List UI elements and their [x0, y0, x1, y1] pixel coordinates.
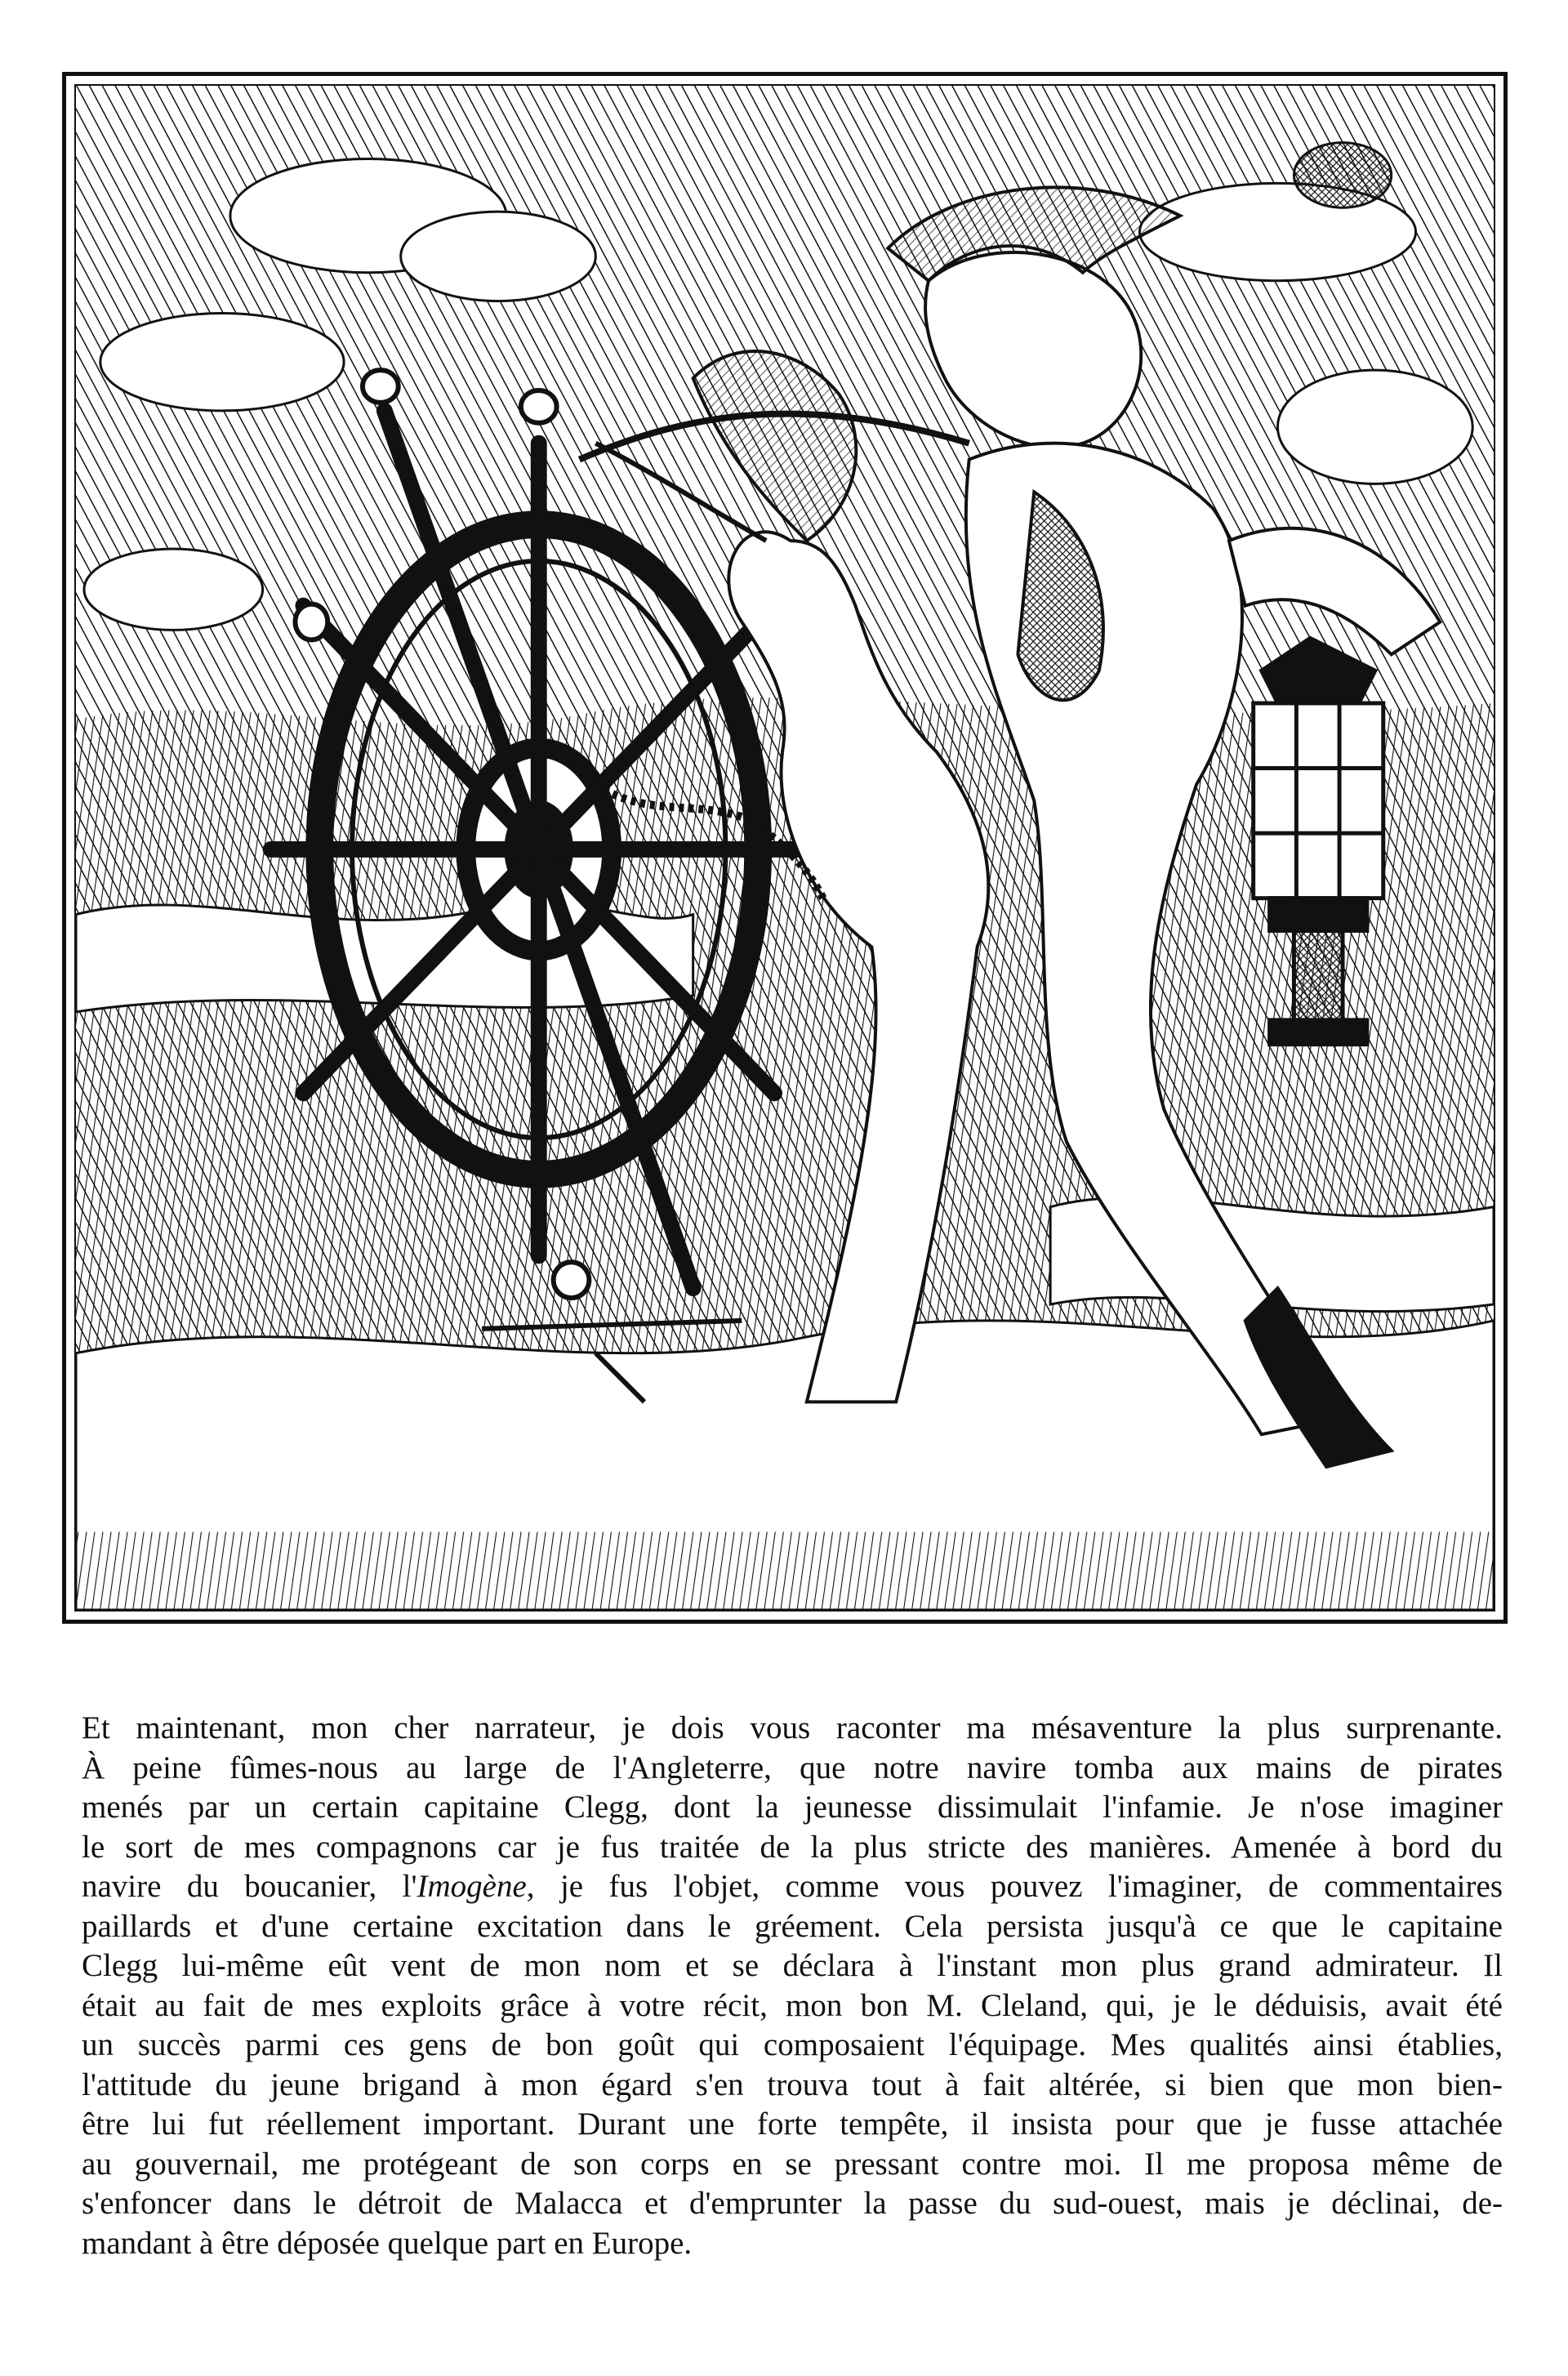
dark-cloud-patch: [1294, 143, 1391, 208]
story-line: était au fait de mes exploits grâce à votre récit, mon bon M. Cleland, qui, je le déduisis, avait été: [82, 1987, 1503, 2023]
story-line: Et maintenant, mon cher narrateur, je dois vous raconter ma mésaventure la plus surprenante.: [82, 1710, 1503, 1745]
story-line: au gouvernail, me protégeant de son corps en se pressant contre moi. Il me proposa même de: [82, 2146, 1503, 2182]
story-line: mandant à être déposée quelque part en Europe.: [82, 2225, 693, 2261]
story-line: navire du boucanier, l'Imogène, je fus l'objet, comme vous pouvez l'imaginer, de commentaires: [82, 1869, 1503, 1904]
story-line: menés par un certain capitaine Clegg, dont la jeunesse dissimulait l'infamie. Je n'ose imaginer: [82, 1790, 1503, 1825]
illustration-panel: [62, 72, 1508, 1624]
ship-name: Imogène: [416, 1869, 527, 1904]
story-line: le sort de mes compagnons car je fus traitée de la plus stricte des manières. Amenée à bord du: [82, 1829, 1503, 1865]
story-line: s'enfoncer dans le détroit de Malacca et d'emprunter la passe du sud-ouest, mais je déclinai, de-: [82, 2186, 1503, 2221]
story-line: Clegg lui-même eût vent de mon nom et se déclara à l'instant mon plus grand admirateur. Il: [82, 1948, 1503, 1983]
illustration-frame: [74, 84, 1495, 1611]
story-line: paillards et d'une certaine excitation dans le gréement. Cela persista jusqu'à ce que le capitaine: [82, 1908, 1503, 1944]
story-text: [82, 1709, 1503, 2263]
story-line: un succès parmi ces gens de bon goût qui composaient l'équipage. Mes qualités ainsi établies,: [82, 2027, 1503, 2062]
story-line: l'attitude du jeune brigand à mon égard s'en trouva tout à fait altérée, si bien que mon bien-: [82, 2066, 1503, 2102]
story-line: À peine fûmes-nous au large de l'Angleterre, que notre navire tomba aux mains de pirates: [82, 1750, 1503, 1785]
storm-illustration: [76, 86, 1494, 1610]
foreground-spray: [76, 1532, 1494, 1610]
story-line: être lui fut réellement important. Durant une forte tempête, il insista pour que je fusse attachée: [82, 2106, 1503, 2142]
